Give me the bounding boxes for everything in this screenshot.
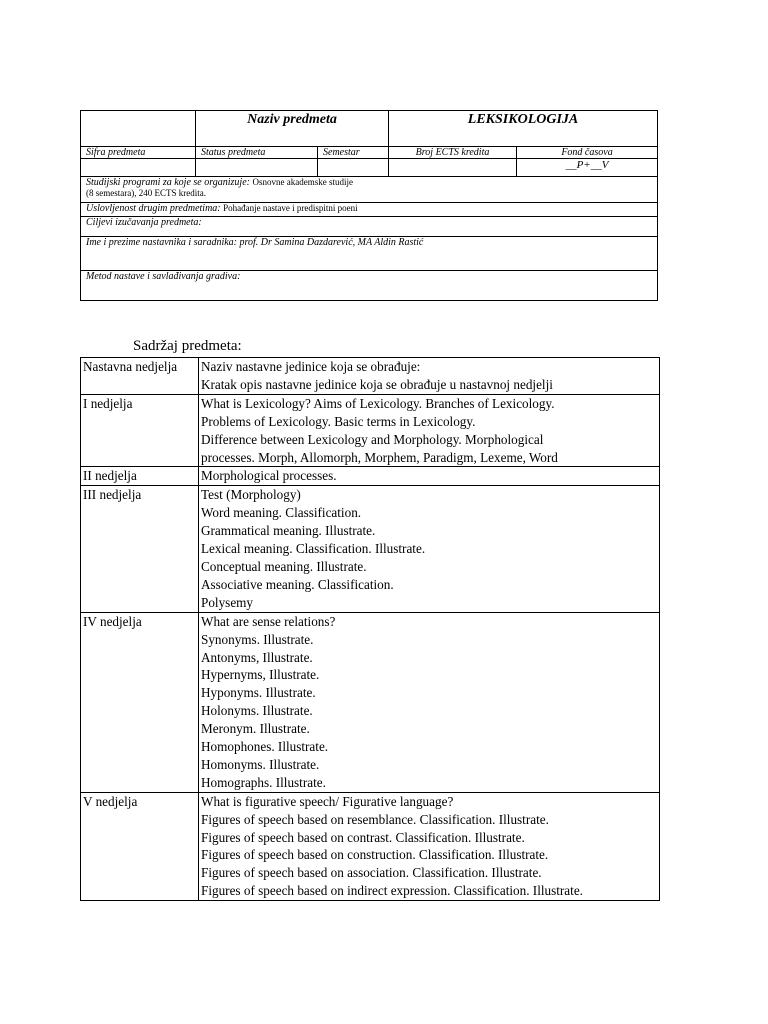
topic-cell [199, 358, 660, 395]
uslovljenost-label: Uslovljenost drugim predmetima: [86, 203, 221, 214]
table-row [81, 612, 660, 792]
topic-line: What are sense relations? [201, 613, 336, 629]
topic-line: Figures of speech based on association. Classification. Illustrate. [201, 865, 542, 881]
semestar-label: Semestar [318, 147, 389, 159]
uslovljenost-row [81, 203, 658, 217]
topic-line: Figures of speech based on resemblance. Classification. Illustrate. [201, 811, 549, 827]
topic-line: Polysemy [201, 594, 254, 610]
fond-value: __P+__V [517, 159, 658, 177]
topic-line: Holonyms. Illustrate. [201, 703, 313, 719]
topic-line: Homophones. Illustrate. [201, 739, 329, 755]
topic-cell [199, 467, 660, 486]
topic-line: Figures of speech based on construction. Classification. Illustrate. [201, 847, 549, 863]
topic-line: Word meaning. Classification. [201, 505, 362, 521]
topic-line: What is figurative speech/ Figurative language? [201, 793, 454, 809]
topic-line: Morphological processes. [201, 468, 337, 484]
table-row [81, 358, 660, 395]
naziv-predmeta-label: Naziv predmeta [196, 111, 389, 147]
studijski-programi-value-1: Osnovne akademske studije [252, 177, 353, 187]
topic-line: Lexical meaning. Classification. Illustrate. [201, 541, 426, 557]
status-value [196, 159, 318, 177]
topic-line: Antonyms, Illustrate. [201, 649, 313, 665]
topic-line: Grammatical meaning. Illustrate. [201, 523, 376, 539]
week-cell: IV nedjelja [81, 612, 199, 792]
topic-line: Homonyms. Illustrate. [201, 756, 320, 772]
topic-line: processes. Morph, Allomorph, Morphem, Paradigm, Lexeme, Word [201, 449, 558, 465]
studijski-programi-label: Studijski programi za koje se organizuje: [86, 177, 250, 188]
topic-line: Homographs. Illustrate. [201, 774, 326, 790]
week-cell: Nastavna nedjelja [81, 358, 199, 395]
empty-cell [81, 111, 196, 147]
studijski-programi-row [81, 177, 658, 203]
semestar-value [318, 159, 389, 177]
sadrzaj-heading: Sadržaj predmeta: [133, 338, 242, 354]
topic-line: Meronym. Illustrate. [201, 721, 310, 737]
topic-line: Hypernyms, Illustrate. [201, 667, 320, 683]
nastavnik-label: Ime i prezime nastavnika i saradnika: prof. Dr Samina Dazdarević, MA Aldin Rastić [81, 237, 658, 271]
topic-cell [199, 792, 660, 900]
table-row [81, 467, 660, 486]
table-row [81, 792, 660, 900]
week-cell: II nedjelja [81, 467, 199, 486]
topic-cell [199, 612, 660, 792]
topic-line: Associative meaning. Classification. [201, 576, 394, 592]
fond-label: Fond časova [517, 147, 658, 159]
status-label: Status predmeta [196, 147, 318, 159]
topic-line: Figures of speech based on indirect expression. Classification. Illustrate. [201, 883, 583, 899]
uslovljenost-value: Pohađanje nastave i predispitni poeni [223, 203, 358, 213]
topic-line: Kratak opis nastavne jedinice koja se obrađuje u nastavnoj nedjelji [201, 376, 553, 392]
topic-cell [199, 394, 660, 467]
metod-label: Metod nastave i savlađivanja gradiva: [81, 271, 658, 301]
sifra-value [81, 159, 196, 177]
table-row [81, 486, 660, 612]
week-cell: I nedjelja [81, 394, 199, 467]
week-cell: III nedjelja [81, 486, 199, 612]
topic-line: Naziv nastavne jedinice koja se obrađuje: [201, 359, 421, 374]
topic-line: Figures of speech based on contrast. Classification. Illustrate. [201, 829, 525, 845]
topic-line: Hyponyms. Illustrate. [201, 685, 316, 701]
table-row [81, 394, 660, 467]
subject-name: LEKSIKOLOGIJA [389, 111, 658, 147]
sifra-label: Šifra predmeta [81, 147, 196, 159]
course-info-form [80, 110, 658, 301]
week-cell: V nedjelja [81, 792, 199, 900]
ects-value [389, 159, 517, 177]
topic-line: Problems of Lexicology. Basic terms in Lexicology. [201, 413, 476, 429]
topic-line: Synonyms. Illustrate. [201, 631, 314, 647]
topic-line: What is Lexicology? Aims of Lexicology. Branches of Lexicology. [201, 395, 555, 411]
ects-label: Broj ECTS kredita [389, 147, 517, 159]
studijski-programi-value-2: (8 semestara), 240 ECTS kredita. [86, 188, 206, 198]
topic-line: Test (Morphology) [201, 487, 301, 503]
topic-line: Conceptual meaning. Illustrate. [201, 558, 367, 574]
syllabus-table [80, 357, 660, 901]
topic-line: Difference between Lexicology and Morphology. Morphological [201, 431, 544, 447]
ciljevi-label: Ciljevi izučavanja predmeta: [81, 217, 658, 237]
topic-cell [199, 486, 660, 612]
